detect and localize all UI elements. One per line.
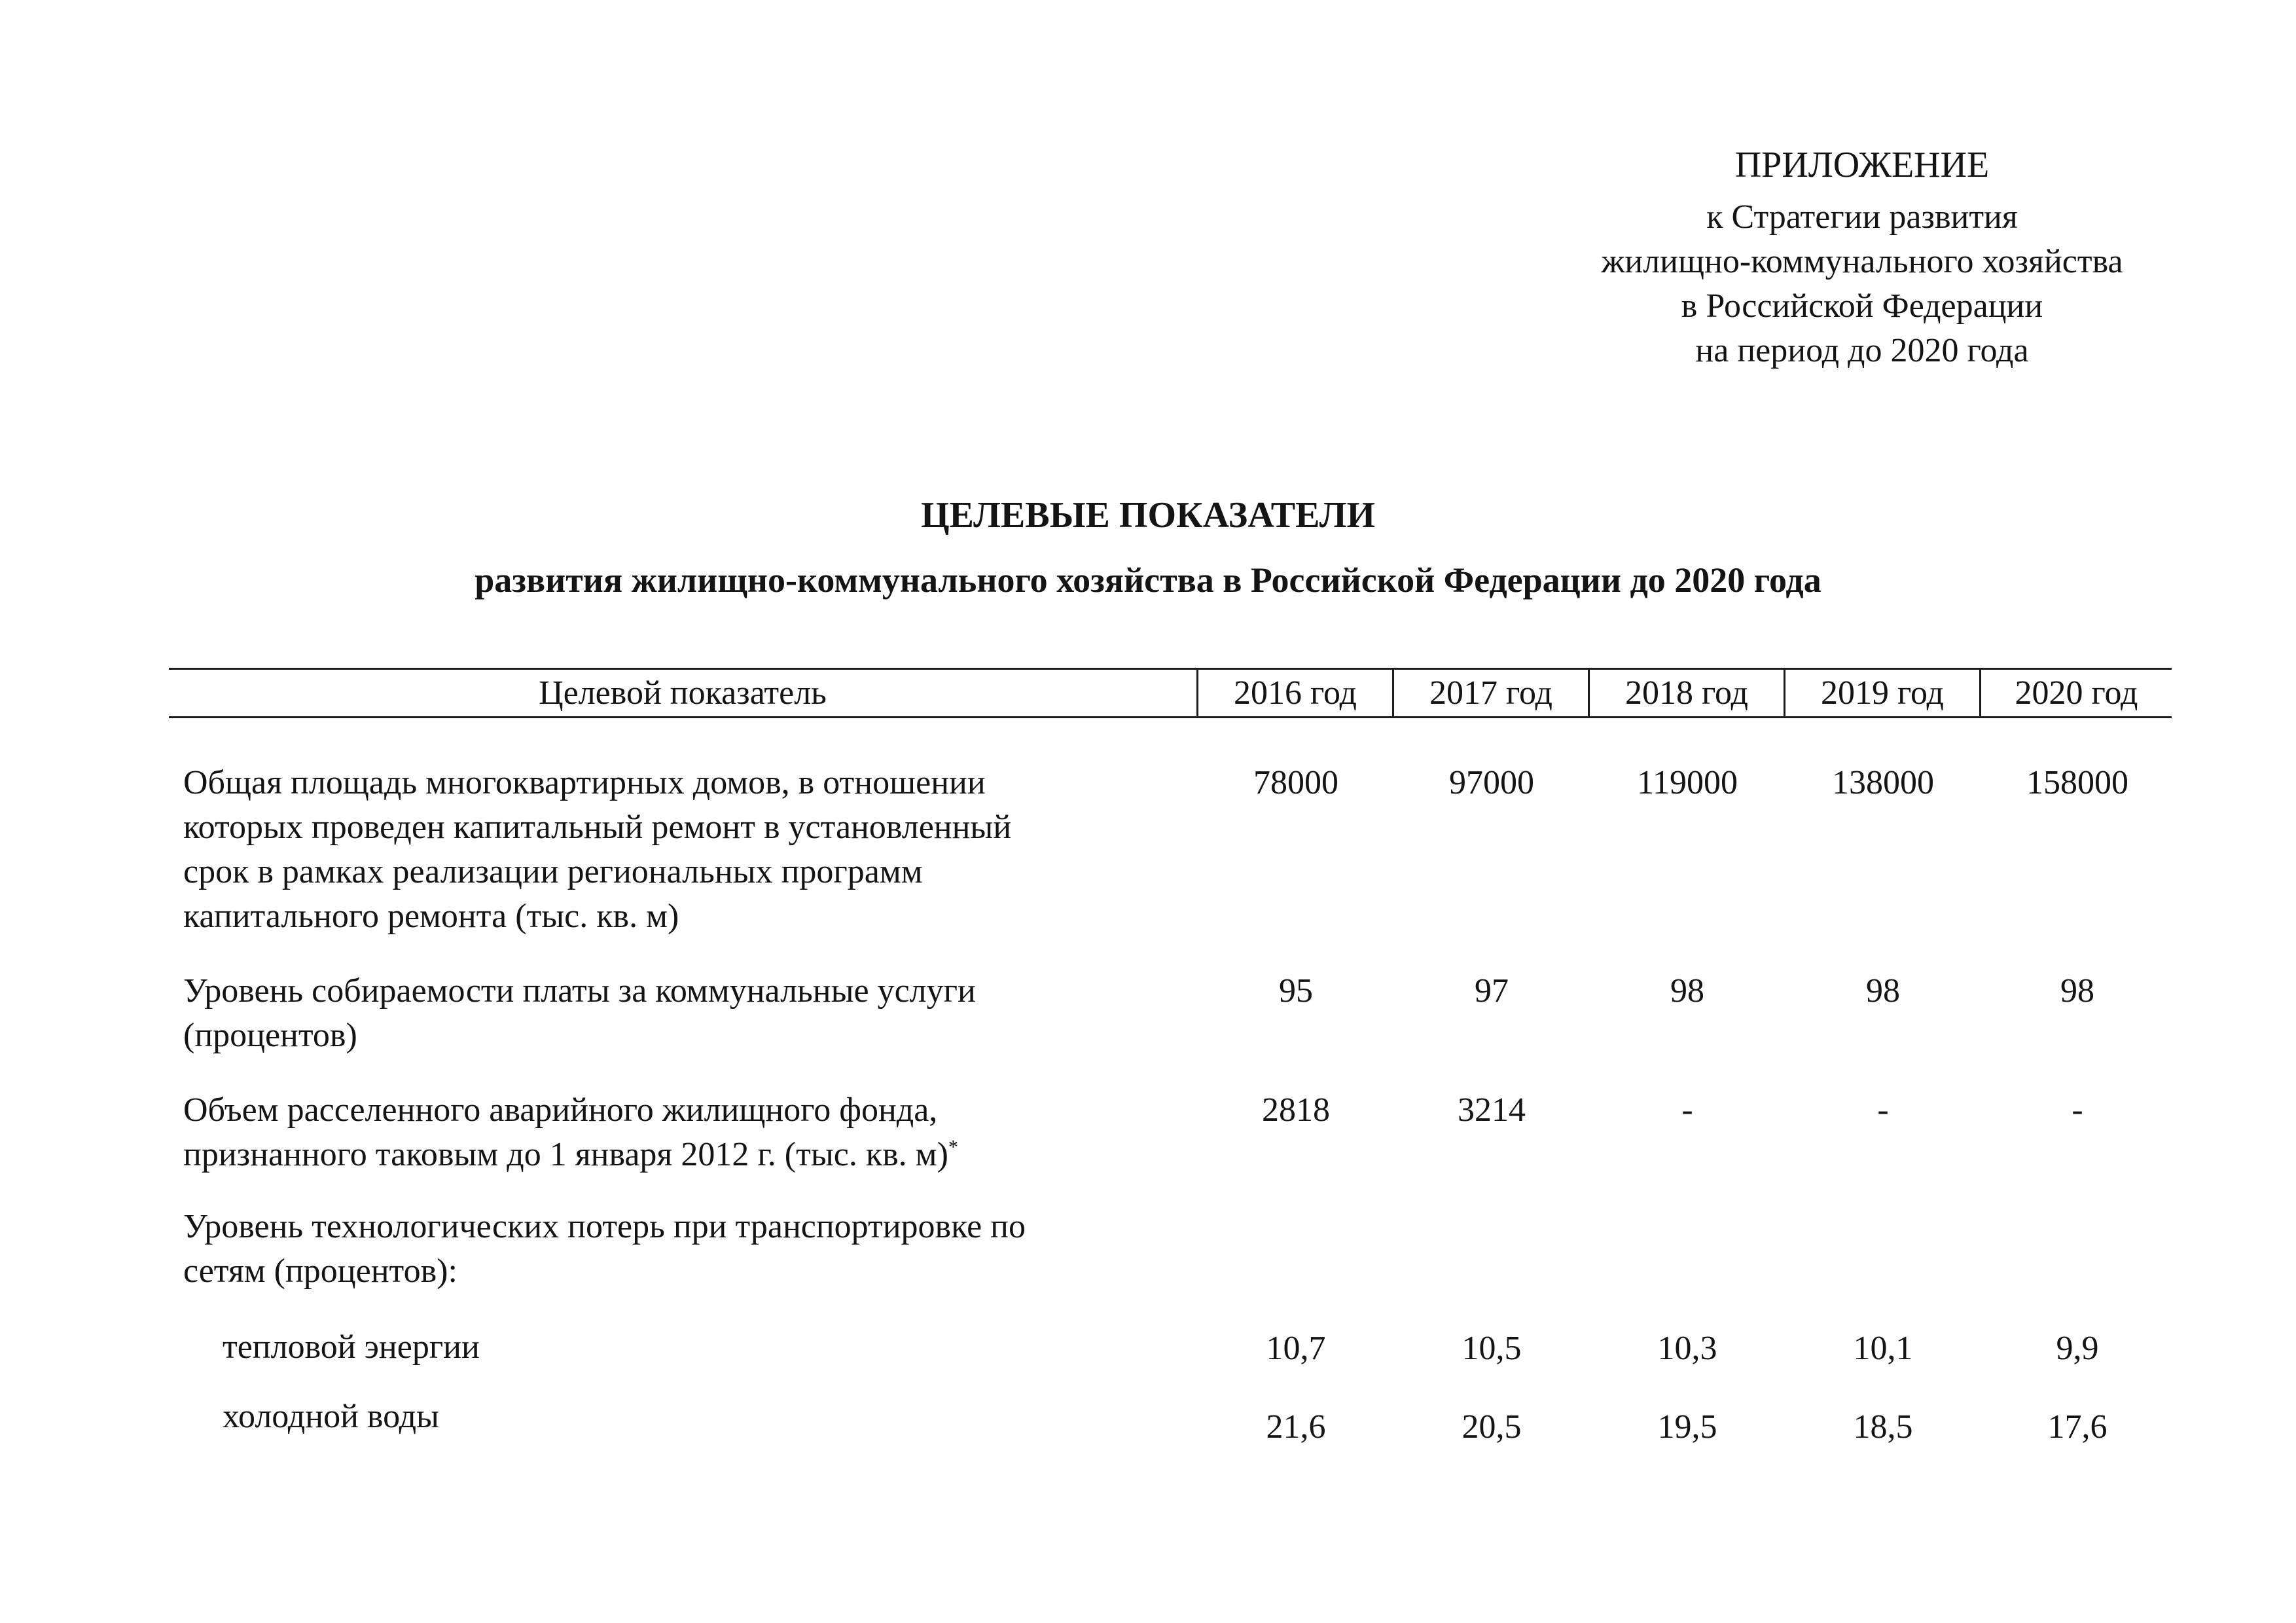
table-cell: 18,5 (1853, 1408, 1913, 1446)
appendix-line: к Стратегии развития (1706, 198, 2018, 236)
table-cell: 21,6 (1266, 1408, 1326, 1446)
document-subtitle: развития жилищно-коммунального хозяйства в Российской Федерации до 2020 года (475, 560, 1821, 600)
row-label-capital-repair: Общая площадь многоквартирных домов, в отношении которых проведен капитальный ремонт в установленный срок в рамках реализации региональных программ капитального ремонта (тыс. кв. м) (183, 764, 1012, 935)
table-cell: 2818 (1262, 1091, 1330, 1129)
row-label-thermal-energy: тепловой энергии (223, 1328, 480, 1366)
table-cell: 10,1 (1853, 1330, 1913, 1367)
footnote-mark: * (948, 1136, 958, 1158)
row-label-technological-losses: Уровень технологических потерь при транспортировке по сетям (процентов): (183, 1208, 1026, 1290)
table-cell: 17,6 (2047, 1408, 2108, 1446)
table-cell: - (1877, 1091, 1889, 1129)
table-cell: 98 (2060, 972, 2094, 1010)
table-cell: 97000 (1449, 764, 1534, 801)
table-cell: 9,9 (2056, 1330, 2099, 1367)
row-label-cold-water: холодной воды (223, 1398, 439, 1435)
table-cell: 158000 (2026, 764, 2128, 801)
row-label-emergency-housing: Объем расселенного аварийного жилищного фонда, признанного таковым до 1 января 2012 г. (тыс. кв. м)* (183, 1091, 958, 1173)
appendix-line: на период до 2020 года (1695, 332, 2029, 369)
table-cell: 3214 (1458, 1091, 1526, 1129)
table-cell: 20,5 (1462, 1408, 1522, 1446)
appendix-block (1525, 143, 2199, 373)
appendix-line: в Российской Федерации (1681, 287, 2043, 325)
header-year-2017: 2017 год (1429, 674, 1552, 712)
header-year-2019: 2019 год (1821, 674, 1944, 712)
table-cell: 78000 (1253, 764, 1338, 801)
document-title: ЦЕЛЕВЫЕ ПОКАЗАТЕЛИ (920, 495, 1376, 536)
table-cell: 10,7 (1266, 1330, 1326, 1367)
appendix-title: ПРИЛОЖЕНИЕ (1734, 145, 1990, 185)
table-cell: 97 (1475, 972, 1509, 1010)
table-cell: 138000 (1832, 764, 1934, 801)
table-cell: 95 (1279, 972, 1313, 1010)
header-year-2016: 2016 год (1234, 674, 1357, 712)
header-year-2020: 2020 год (2015, 674, 2138, 712)
table-cell: - (1681, 1091, 1693, 1129)
table-cell: 19,5 (1657, 1408, 1717, 1446)
header-indicator: Целевой показатель (539, 674, 827, 712)
header-year-2018: 2018 год (1625, 674, 1748, 712)
table-cell: 10,3 (1657, 1330, 1717, 1367)
table-cell: - (2072, 1091, 2083, 1129)
row-label-payment-collection: Уровень собираемости платы за коммунальные услуги (процентов) (183, 972, 976, 1054)
table-cell: 10,5 (1462, 1330, 1522, 1367)
table-cell: 119000 (1636, 764, 1738, 801)
table-cell: 98 (1866, 972, 1900, 1010)
table-cell: 98 (1670, 972, 1704, 1010)
appendix-line: жилищно-коммунального хозяйства (1601, 243, 2123, 280)
